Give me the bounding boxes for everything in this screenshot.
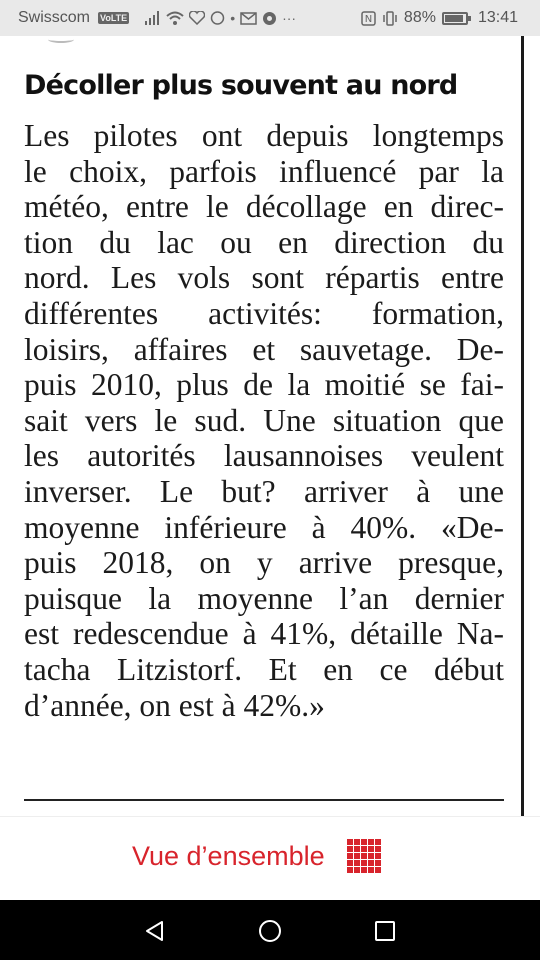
grid-icon-cell — [368, 860, 374, 866]
article-body-line: loisirs, affaires et sauvetage. De- — [24, 331, 504, 367]
grid-icon-cell — [361, 846, 367, 852]
more-icon: • — [230, 10, 236, 26]
back-icon[interactable] — [140, 916, 170, 946]
grid-icon-cell — [368, 846, 374, 852]
grid-icon-cell — [347, 846, 353, 852]
grid-icon-cell — [368, 839, 374, 845]
article-body — [24, 118, 504, 723]
article-body-line: sait vers le sud. Une situation que — [24, 402, 504, 438]
grid-icon-cell — [375, 839, 381, 845]
article-body-line: les autorités lausannoises veulent — [24, 438, 504, 474]
article-body-line: puis 2018, on y arrive presque, — [24, 545, 504, 581]
article-body-line: tion du lac ou en direction du — [24, 224, 504, 260]
recents-icon[interactable] — [370, 916, 400, 946]
grid-icon-cell — [361, 853, 367, 859]
clock: 13:41 — [477, 9, 518, 26]
article-body-line: d’année, on est à 42%.» — [24, 687, 325, 723]
article-body-line: le choix, parfois influencé par la — [24, 153, 504, 189]
battery-icon — [442, 12, 468, 25]
grid-icon-cell — [361, 860, 367, 866]
article-body-line: puisque la moyenne l’an dernier — [24, 580, 504, 616]
previous-section-mark — [48, 36, 74, 43]
article-body-line: météo, entre le décollage en direc- — [24, 189, 504, 225]
carrier-name: Swisscom — [18, 9, 91, 26]
mail-icon — [240, 12, 257, 25]
grid-icon-cell — [354, 839, 360, 845]
overview-label: Vue d’ensemble — [132, 840, 325, 871]
grid-icon — [347, 839, 381, 873]
status-bar — [0, 0, 540, 36]
nfc-icon — [361, 11, 376, 26]
grid-icon-cell — [361, 867, 367, 873]
grid-icon-cell — [347, 860, 353, 866]
grid-icon-cell — [347, 853, 353, 859]
grid-icon-cell — [347, 867, 353, 873]
grid-icon-cell — [368, 867, 374, 873]
article-body-line: tacha Litzistorf. Et en ce début — [24, 651, 504, 687]
article-body-line: puis 2010, plus de la moitié se fai- — [24, 367, 504, 403]
grid-icon-cell — [354, 860, 360, 866]
grid-icon-cell — [375, 853, 381, 859]
article-body-line: inverser. Le but? arriver à une — [24, 473, 504, 509]
volte-badge: VoLTE — [100, 13, 128, 23]
grid-icon-cell — [347, 839, 353, 845]
grid-icon-cell — [354, 853, 360, 859]
grid-icon-cell — [375, 860, 381, 866]
section-divider — [24, 799, 504, 801]
overview-bar — [0, 816, 540, 901]
grid-icon-cell — [368, 853, 374, 859]
article-body-line: moyenne inférieure à 40%. «De- — [24, 509, 504, 545]
article-headline: Décoller plus souvent au nord — [24, 70, 458, 101]
overflow-icon: ··· — [282, 10, 297, 26]
article-body-line: Les pilotes ont depuis longtemps — [24, 118, 504, 153]
article-content — [0, 36, 540, 816]
article-body-line: est redescendue à 41%, détaille Na- — [24, 616, 504, 652]
chrome-icon — [262, 11, 277, 26]
grid-icon-cell — [354, 867, 360, 873]
column-rule — [521, 36, 524, 816]
heart-icon — [189, 11, 205, 25]
viber-icon — [210, 11, 225, 26]
navigation-bar — [0, 900, 540, 960]
article-body-line: nord. Les vols sont répartis entre — [24, 260, 504, 296]
signal-icon — [145, 11, 161, 25]
grid-icon-cell — [354, 846, 360, 852]
article-body-line: différentes activités: formation, — [24, 295, 504, 331]
grid-icon-cell — [375, 846, 381, 852]
wifi-icon — [166, 11, 184, 25]
overview-button[interactable] — [132, 839, 381, 873]
home-icon[interactable] — [255, 916, 285, 946]
vibrate-icon — [382, 11, 398, 26]
svg-text:N: N — [364, 13, 373, 25]
grid-icon-cell — [361, 839, 367, 845]
grid-icon-cell — [375, 867, 381, 873]
battery-percent: 88% — [403, 9, 436, 26]
